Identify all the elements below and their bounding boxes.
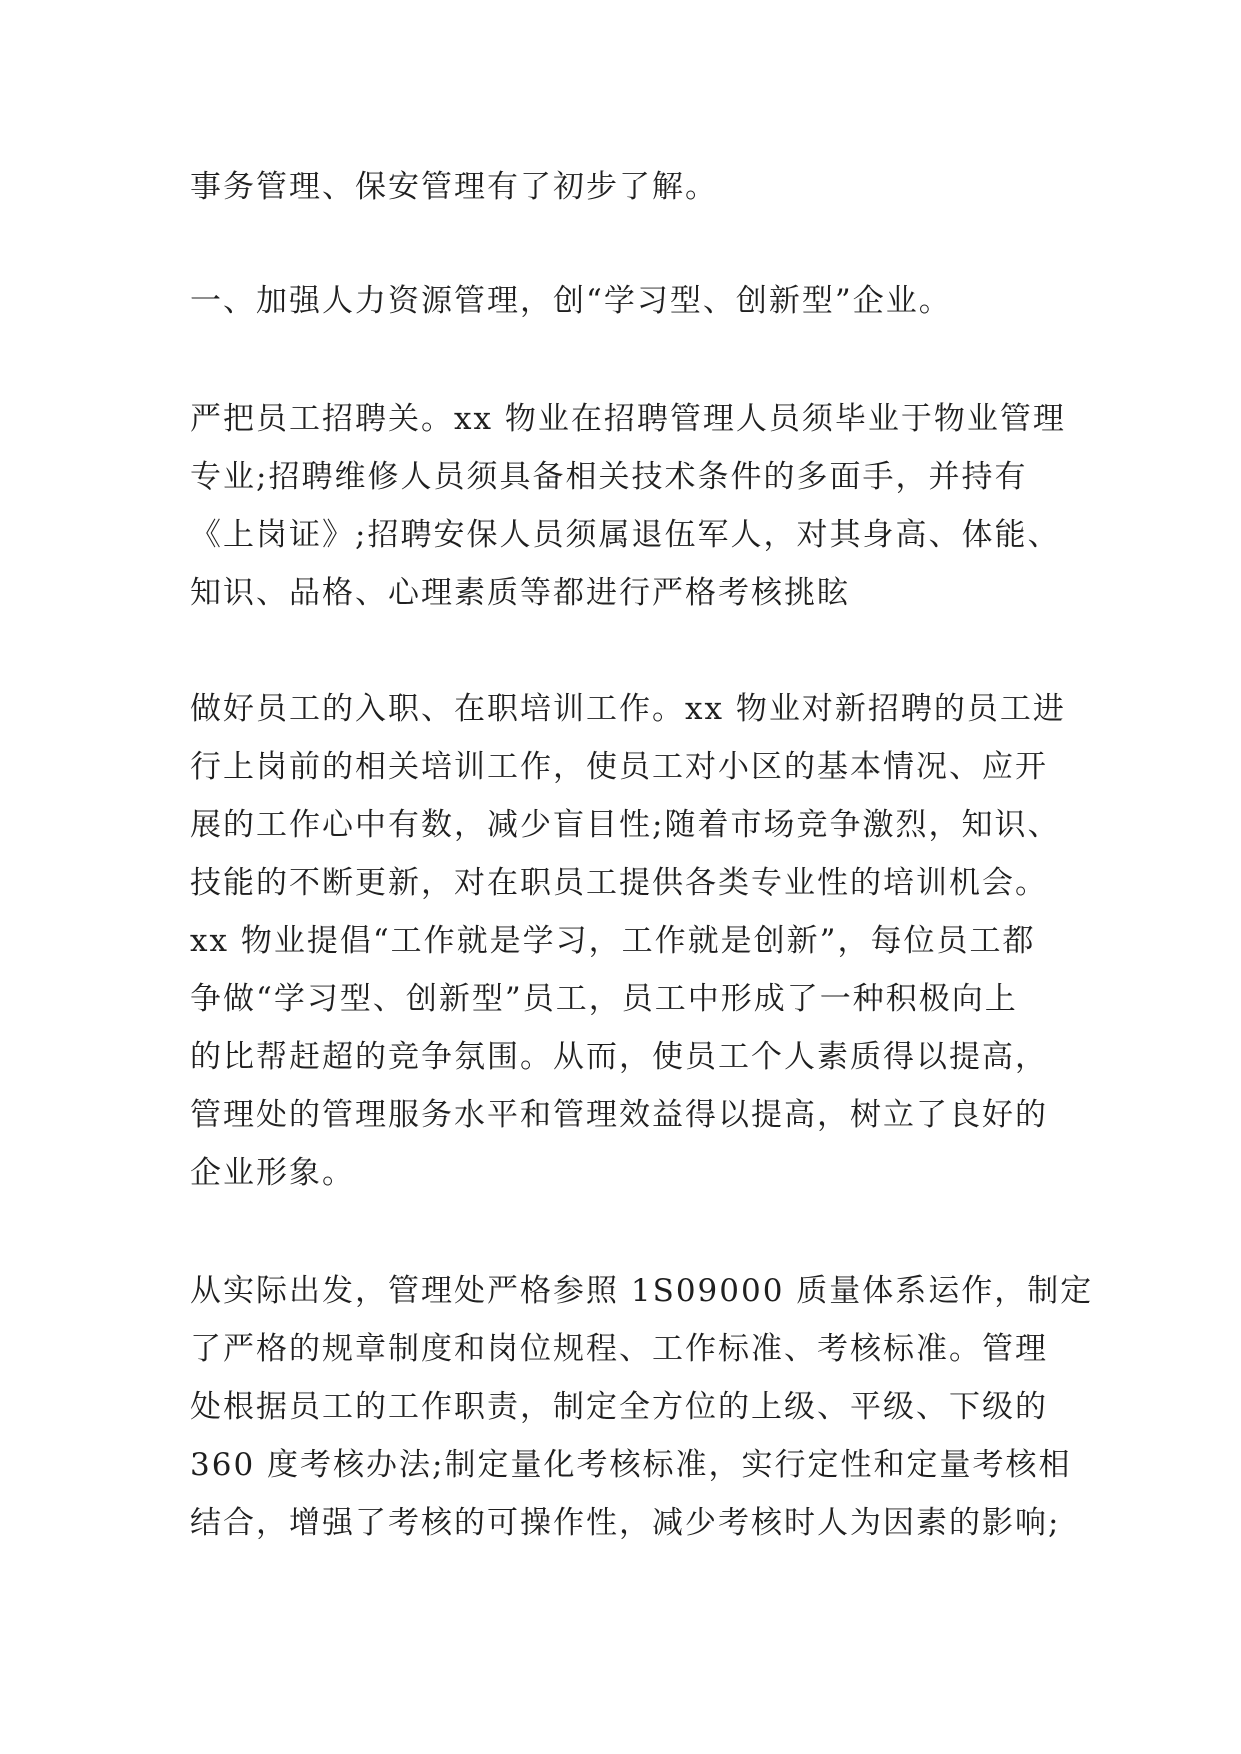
paragraph-assessment — [190, 1262, 1094, 1552]
text-line: 结合，增强了考核的可操作性，减少考核时人为因素的影响; — [190, 1505, 1061, 1541]
text-line: 从实际出发，管理处严格参照 1S09000 质量体系运作，制定 — [190, 1273, 1094, 1309]
section-heading — [190, 272, 1070, 330]
paragraph-training — [190, 680, 1070, 1202]
text-line: 做好员工的入职、在职培训工作。xx 物业对新招聘的员工进 — [190, 691, 1066, 727]
text-line: 《上岗证》;招聘安保人员须属退伍军人，对其身高、体能、 — [190, 517, 1061, 553]
text-line: 管理处的管理服务水平和管理效益得以提高，树立了良好的 — [190, 1097, 1048, 1133]
text-line: 处根据员工的工作职责，制定全方位的上级、平级、下级的 — [190, 1389, 1048, 1425]
text-line: 的比帮赶超的竞争氛围。从而，使员工个人素质得以提高， — [190, 1039, 1048, 1075]
paragraph-recruitment — [190, 390, 1070, 622]
section-heading-text: 一、加强人力资源管理，创“学习型、创新型”企业。 — [190, 283, 952, 319]
text-line: 严把员工招聘关。xx 物业在招聘管理人员须毕业于物业管理 — [190, 401, 1066, 437]
text-line: 企业形象。 — [190, 1155, 355, 1191]
text-line: 技能的不断更新，对在职员工提供各类专业性的培训机会。 — [190, 865, 1048, 901]
text-line: 争做“学习型、创新型”员工，员工中形成了一种积极向上 — [190, 981, 1018, 1017]
paragraph-intro-continuation — [190, 158, 1070, 216]
text-line: 专业;招聘维修人员须具备相关技术条件的多面手，并持有 — [190, 459, 1028, 495]
text-line: 行上岗前的相关培训工作，使员工对小区的基本情况、应开 — [190, 749, 1048, 785]
text-line: 事务管理、保安管理有了初步了解。 — [190, 169, 718, 205]
text-line: 了严格的规章制度和岗位规程、工作标准、考核标准。管理 — [190, 1331, 1048, 1367]
text-line: 知识、品格、心理素质等都进行严格考核挑眩 — [190, 575, 850, 611]
text-line: 展的工作心中有数，减少盲目性;随着市场竞争激烈，知识、 — [190, 807, 1061, 843]
text-line: xx 物业提倡“工作就是学习，工作就是创新”，每位员工都 — [190, 923, 1036, 959]
text-line: 360 度考核办法;制定量化考核标准，实行定性和定量考核相 — [190, 1447, 1072, 1483]
